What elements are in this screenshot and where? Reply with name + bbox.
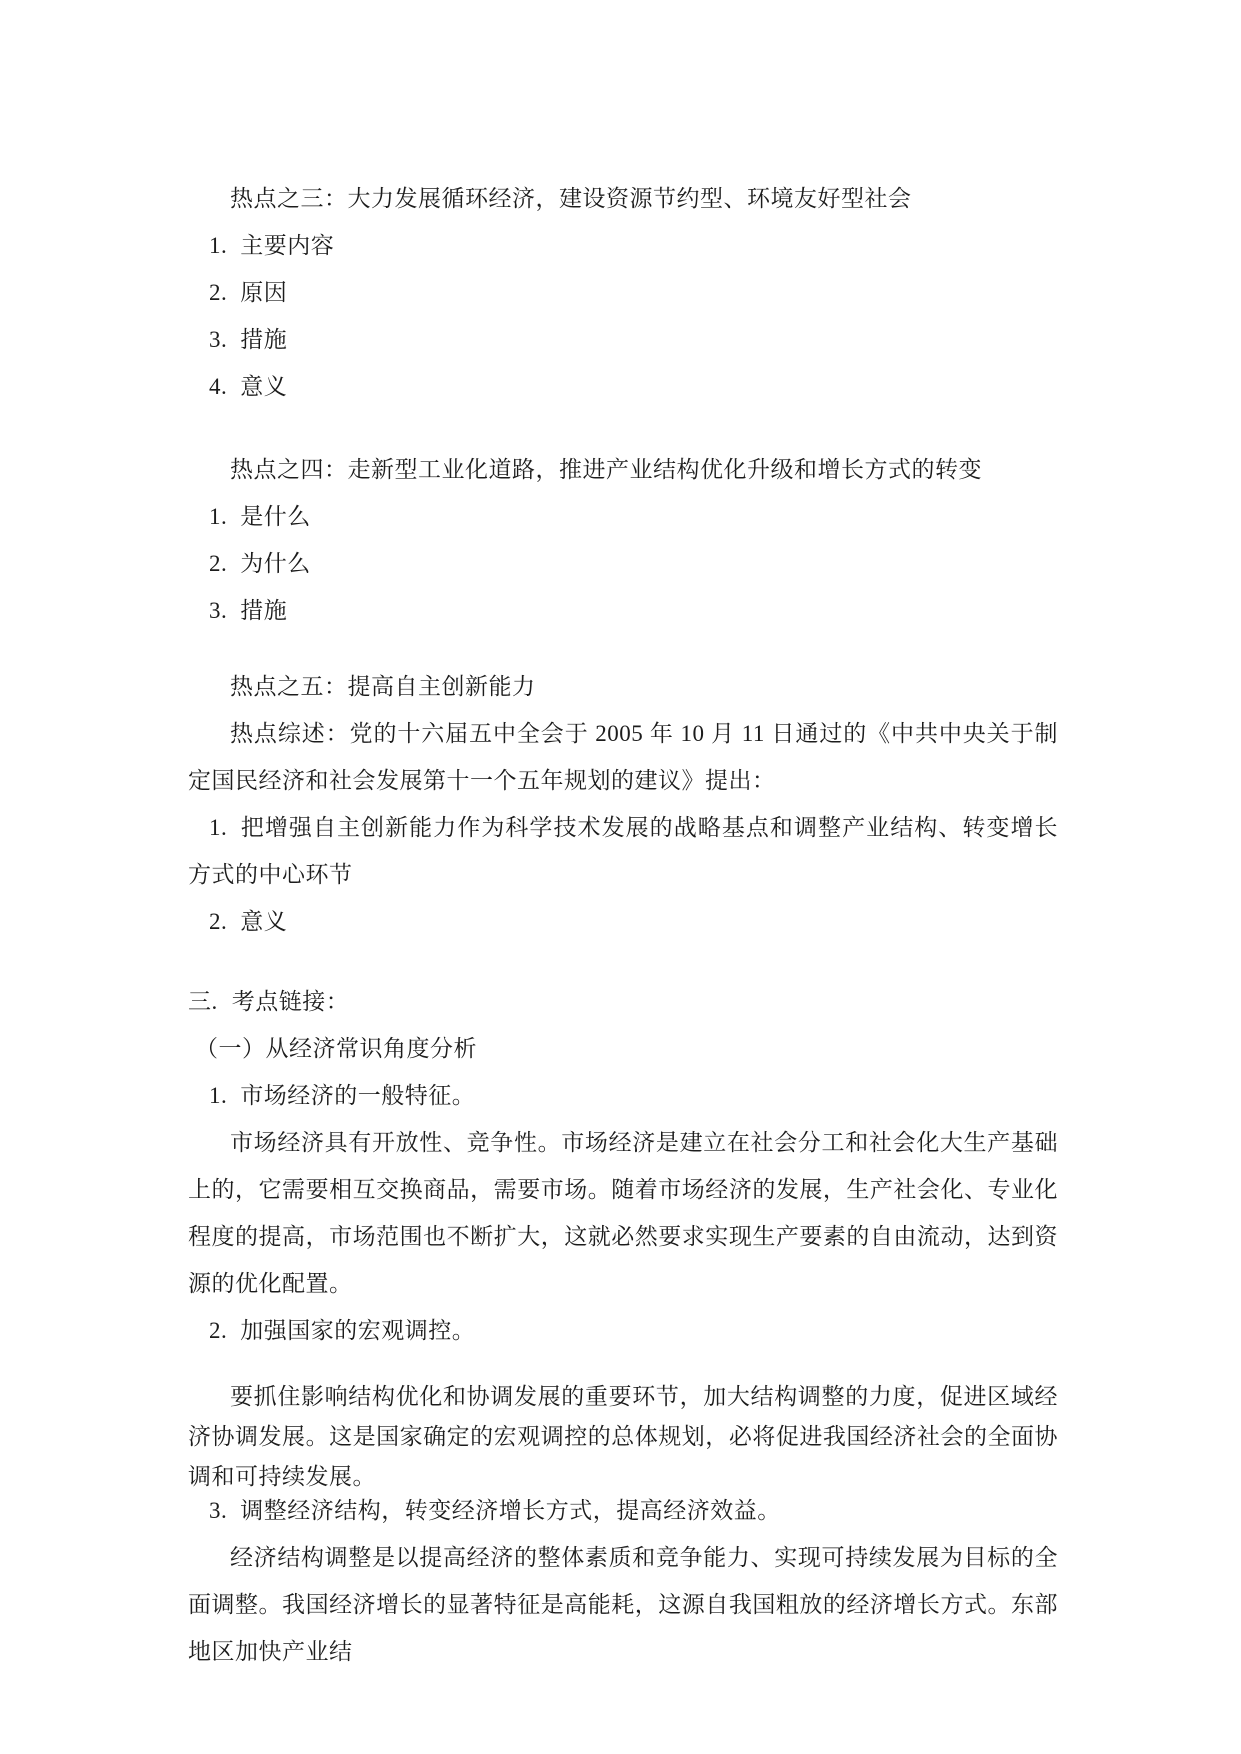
list-item	[188, 493, 1058, 540]
list-item-text: 为什么	[240, 551, 311, 576]
document-text-block	[188, 175, 1058, 1675]
list-item-text: 意义	[240, 909, 288, 934]
list-marker: 1.	[209, 233, 228, 258]
list-marker: 4.	[209, 374, 228, 399]
list-item-text: 措施	[240, 598, 288, 623]
list-item	[188, 587, 1058, 634]
list-item	[188, 222, 1058, 269]
list-item	[188, 1307, 1058, 1354]
hot-topic-5-heading: 热点之五：提高自主创新能力	[230, 674, 536, 699]
list-item	[188, 316, 1058, 363]
list-item	[188, 269, 1058, 316]
list-item-text: 市场经济的一般特征。	[240, 1083, 476, 1108]
economic-restructure-paragraph: 经济结构调整是以提高经济的整体素质和竞争能力、实现可持续发展为目标的全面调整。我国经济增长的显著特征是高能耗，这源自我国粗放的经济增长方式。东部地区加快产业结	[188, 1545, 1058, 1664]
list-marker: 3.	[209, 1498, 228, 1523]
list-item-paragraph	[188, 804, 1058, 898]
list-item	[188, 540, 1058, 587]
list-item-text: 措施	[240, 327, 288, 352]
list-item-text: 把增强自主创新能力作为科学技术发展的战略基点和调整产业结构、转变增长方式的中心环节	[188, 815, 1058, 887]
section-marker: 三.	[188, 989, 218, 1014]
list-item	[188, 1487, 1058, 1534]
list-marker: 3.	[209, 598, 228, 623]
topic-summary-paragraph: 热点综述：党的十六届五中全会于 2005 年 10 月 11 日通过的《中共中央关于制定国民经济和社会发展第十一个五年规划的建议》提出：	[188, 721, 1058, 793]
list-item-text: 调整经济结构，转变经济增长方式，提高经济效益。	[240, 1498, 781, 1523]
list-item-text: 意义	[240, 374, 288, 399]
list-marker: 1.	[209, 504, 228, 529]
hot-topic-4-heading: 热点之四：走新型工业化道路，推进产业结构优化升级和增长方式的转变	[230, 457, 982, 482]
list-item-text: 加强国家的宏观调控。	[240, 1318, 476, 1343]
section-three-heading	[188, 978, 1058, 1025]
list-item	[188, 1072, 1058, 1119]
list-marker: 2.	[209, 551, 228, 576]
list-marker: 2.	[209, 280, 228, 305]
macro-control-paragraph: 要抓住影响结构优化和协调发展的重要环节，加大结构调整的力度，促进区域经济协调发展。这是国家确定的宏观调控的总体规划，必将促进我国经济社会的全面协调和可持续发展。	[188, 1384, 1058, 1489]
list-item	[188, 898, 1058, 945]
section-heading-text: 考点链接：	[231, 989, 350, 1014]
list-marker: 1.	[209, 815, 228, 840]
list-marker: 2.	[209, 1318, 228, 1343]
subsection-one-heading: （一）从经济常识角度分析	[195, 1036, 477, 1061]
list-marker: 2.	[209, 909, 228, 934]
list-item-text: 是什么	[240, 504, 311, 529]
list-item-text: 原因	[240, 280, 288, 305]
hot-topic-3-heading: 热点之三：大力发展循环经济，建设资源节约型、环境友好型社会	[230, 186, 912, 211]
list-marker: 3.	[209, 327, 228, 352]
list-item	[188, 363, 1058, 410]
market-economy-paragraph: 市场经济具有开放性、竞争性。市场经济是建立在社会分工和社会化大生产基础上的，它需要相互交换商品，需要市场。随着市场经济的发展，生产社会化、专业化程度的提高，市场范围也不断扩大，这就必然要求实现生产要素的自由流动，达到资源的优化配置。	[188, 1130, 1058, 1296]
list-item-text: 主要内容	[240, 233, 335, 258]
list-marker: 1.	[209, 1083, 228, 1108]
